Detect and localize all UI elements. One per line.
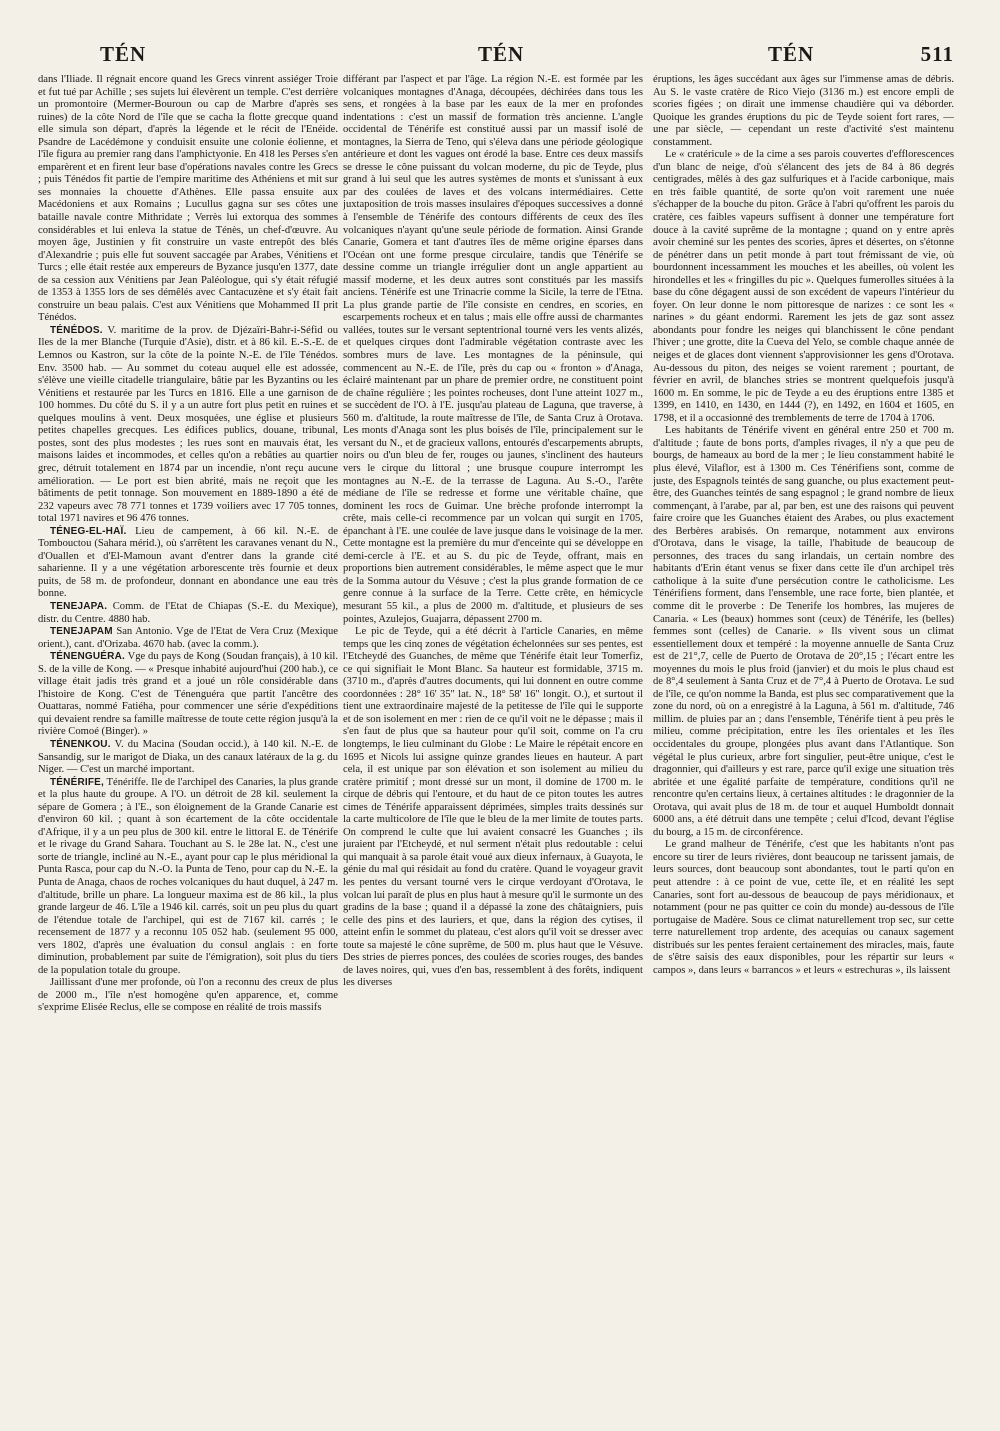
entry-text: Comm. de l'Etat de Chiapas (S.-E. du Mexique), distr. du Centre. 4880 hab. bbox=[38, 600, 338, 625]
paragraph bbox=[653, 149, 954, 425]
dictionary-entry bbox=[38, 651, 338, 739]
page-number: 511 bbox=[920, 42, 954, 66]
paragraph bbox=[653, 839, 954, 977]
entry-text: V. du Macina (Soudan occid.), à 140 kil. N.-E. de Sansandig, sur le marigot de Diaka, un des canaux latéraux de la g. du Niger. — C'est un marché important. bbox=[38, 738, 338, 776]
entry-headword: TÉNÉRIFE, bbox=[50, 776, 105, 788]
header-right-guide-word: TÉN bbox=[768, 42, 815, 66]
text-column-2 bbox=[343, 74, 643, 1414]
dictionary-entry bbox=[38, 739, 338, 777]
paragraph bbox=[38, 74, 338, 325]
text-column-1 bbox=[38, 74, 338, 1414]
entry-text: dans l'Iliade. Il régnait encore quand les Grecs vinrent assiéger Troie et fut tué par Achille ; ses sujets lui élevèrent un temple. C'est derrière un promontoire (Mermer-Bouroun ou cap de Marbre d'après ses ruines) de la côte Nord de l'île que se cacha la flotte grecque quand elle simula son départ, d'après la légende et le récit de l'Enéide. Psandre de Lacédémone y conduisit ensuite une colonie éolienne, et l'île figura au premier rang dans l'amphictyonie. En 418 les Perses s'en emparèrent et en firent leur base d'opérations navales contre les Grecs ; puis Ténédos fit partie de l'empire maritime des Athéniens et mit sur ses monnaies la chouette d'Athènes. Elle passa ensuite aux Macédoniens et aux Romains ; Lucullus gagna sur ses côtes une bataille navale contre Mithridate ; Verrès lui extorqua des sommes considérables et lui enleva la statue de Ténès, un chef-d'œuvre. Au moyen âge, Justinien y fit construire un vaste entrepôt des blés d'Alexandrie ; puis elle fut souvent saccagée par Arabes, Vénitiens et Turcs ; elle était restée aux empereurs de Byzance jusqu'en 1377, date de sa cession aux Vénitiens par Jean Paléologue, qui s'y était réfugié de 1353 à 1355 lors de ses démêlés avec Cantacuzène et s'y était fait construire un beau palais. C'est aux Vénitiens que Mohammed II prit Ténédos. bbox=[38, 74, 338, 324]
entry-text: éruptions, les âges succédant aux âges sur l'immense amas de débris. Au S. le vaste cratère de Rico Viejo (3136 m.) est encore empli de scories figées ; on dirait une immense chaudière qui va déborder. Quoique les grandes éruptions du pic de Teyde soient fort rares, — une par siècle, — cependant un reste d'activité s'est maintenu constamment. bbox=[653, 74, 954, 148]
paragraph bbox=[38, 977, 338, 1015]
entry-text: V. maritime de la prov. de Djézaïri-Bahr-i-Séfid ou Iles de la mer Blanche (Turquie d'Asie), distr. et à 86 kil. E.-S.-E. de Lemnos ou Kastron, sur la côte de la pointe N.-E. de l'île Ténédos. Env. 3500 hab. — Au sommet du coteau auquel elle est adossée, s'élève une vieille citadelle triangulaire, bâtie par les Byzantins ou les Vénitiens et restaurée par les Turcs en 1816. Elle a une garnison de 100 hommes. Du côté du S. il y a un autre fort plus petit en ruines et quelques moulins à vent. Deux mosquées, une église et plusieurs petites chapelles grecques. Les édifices publics, douane, tribunal, postes, sont des plus modestes ; les rues sont en mauvais état, les maisons laides et incommodes, et celles qu'on a rebâties au quartier grec, détruit totalement en 1874 par un incendie, n'ont reçu aucune amélioration. — Le port est bien abrité, mais ne reçoit que les bâtiments de petit tonnage. Son mouvement en 1889-1890 a été de 232 vapeurs avec 78 771 tonnes et 1739 voiliers avec 17 705 tonnes, total 1971 navires et 96 476 tonnes. bbox=[38, 324, 338, 525]
dictionary-entry bbox=[38, 325, 338, 526]
header-center-guide-word: TÉN bbox=[478, 42, 525, 66]
entry-headword: TENEJAPA. bbox=[50, 600, 108, 612]
entry-text: Le pic de Teyde, qui a été décrit à l'article Canaries, en même temps que les cinq zones de végétation échelonnées sur ses pentes, est l'Etcheydé des Guanches, de même que Ténérife était leur Tomerfiz, ce qui signifiait le Mont Blanc. Sa hauteur est formidable, 3715 m. (3710 m., d'après d'autres documents, qui lui donnent en outre comme coordonnées : 28° 16' 35" lat. N., 18° 58' 16" longit. O.), et surtout il tient une extraordinaire majesté de la petitesse de l'île qui le supporte et de son isolement en mer : rien de ce qu'il voit ne le dépasse ; mais il s'en faut de plus que sa hauteur pour qu'il soit, comme on l'a cru longtemps, le lieu culminant du Globe : Le Maire le répétait encore en 1695 et Nicols lui assigne quinze grandes lieues en hauteur. A part cela, il est unique par son élévation et son isolement au milieu du cratère primitif ; mont dressé sur un mont, il domine de 1700 m. le cirque de débris qui l'entoure, et du haut de ce piton toutes les autres cimes de Ténérife apparaissent déprimées, simples traits dessinés sur la carte multicolore de l'île que le bleu de la mer limite de toutes parts. On comprend le culte que lui avaient consacré les Guanches ; ils juraient par l'Etcheydé, et nul serment n'était plus redoutable : celui qui manquait à sa parole était voué aux dieux infernaux, à Guayota, le génie du mal qui résidait au fond du cratère. Quand le voyageur gravit les pentes du versant tourné vers le cirque verdoyant d'Orotava, le volcan lui paraît de plus en plus haut à mesure qu'il le surmonte un des gradins de la base ; quand il a dépassé la zone des châtaigniers, puis celle des pins et des lauriers, et que, dans la région des cytises, il atteint enfin le sommet du plateau, c'est alors qu'il voit se dresser avec toute sa majesté le cône suprême, de 500 m. plus haut que le Vésuve. Des stries de pierres ponces, des coulées de scories rouges, des bandes de laves noires, qui, vues d'en bas, ressemblent à des forêts, indiquent les diverses bbox=[343, 626, 643, 989]
running-header bbox=[38, 42, 954, 72]
dictionary-entry bbox=[38, 526, 338, 601]
entry-text: San Antonio. Vge de l'Etat de Vera Cruz (Mexique orient.), cant. d'Orizaba. 4670 hab. (avec la comm.). bbox=[38, 626, 338, 650]
entry-headword: TÉNENKOU. bbox=[50, 738, 111, 750]
entry-headword: TÉNEG-EL-HAÏ. bbox=[50, 525, 127, 537]
text-column-3 bbox=[653, 74, 954, 1414]
dictionary-entry bbox=[38, 601, 338, 626]
entry-headword: TÉNÉDOS. bbox=[50, 324, 103, 336]
paragraph bbox=[343, 74, 643, 626]
entry-text: Les habitants de Ténérife vivent en général entre 250 et 700 m. d'altitude ; faute de bons ports, d'amples rivages, il n'y a que peu de bourgs, de hameaux au bord de la mer ; le lieu constamment habité le plus élevé, Vilaflor, est à 1300 m. Ces Ténérifiens sont, comme de juste, des Espagnols teintés de sang guanche, ou plus exactement peut-être, des Guanches teintés de sang espagnol ; le grand nombre de lieux commençant, à l'arabe, par al, par ben, est une des raisons qui peuvent faire croire que les Guanches étaient des Arabes, ou plus exactement des Berbères arabisés. On remarque, notamment aux environs d'Orotava, dans le visage, la taille, l'habitude de beaucoup de personnes, des traces du sang irlandais, un certain nombre des habitants d'Erin étant venus se fixer dans cette île d'un archipel très catholique à la suite d'une persécution contre le catholicisme. Les Ténérifiens forment, dans l'ensemble, une race forte, bien plantée, et comme dit le proverbe : De Tenerife los hombres, las mujeres de Canaria. « Les (beaux) hommes sont (ceux) de Ténérife, les (belles) femmes sont (celles) de Canarie. » Ils vivent sous un climat essentiellement doux et tempéré : la moyenne annuelle de Santa Cruz est de 21°,7, celle de Puerto de Orotava de 20°,15 ; l'écart entre les moyennes du mois le plus froid (janvier) et du mois le plus chaud est de 8°,4 seulement à Santa Cruz et de 7°,4 à Puerto de Orotava. Le sud de l'île, ce qu'on nomme la Banda, est plus sec comparativement que la zone du nord, où on a enregistré à la Laguna, à 561 m. d'altitude, 746 millim. de pluies par an ; dans l'ensemble, Ténérife tient à peu près le milieu, comme précipitation, entre les îles orientales et les îles occidentales du groupe, plongées plus avant dans l'Atlantique. Son végétal le plus curieux, arbre fort singulier, peut-être unique, c'est le dragonnier, qui d'ailleurs y est rare, parce qu'il exige une situation très abritée et une égalité parfaite de température, conditions qu'il ne rencontre qu'en certains lieux, à certaines altitudes : le dragonnier de la Orotava, qui avait plus de 18 m. de tour et auquel Humboldt donnait 6000 ans, a été détruit dans une tempête ; celui d'Icod, devant l'église du bourg, a 15 m. de circonférence. bbox=[653, 425, 954, 838]
paragraph bbox=[653, 425, 954, 839]
header-left-guide-word: TÉN bbox=[100, 42, 147, 66]
dictionary-entry bbox=[38, 626, 338, 651]
entry-text: différant par l'aspect et par l'âge. La région N.-E. est formée par les volcaniques montagnes d'Anaga, découpées, déchirées dans tous les sens, et rongées à la base par les eaux de la mer en profondes indentations : c'est un massif de formation très ancienne. L'angle occidental de Ténérife est constitué aussi par un massif isolé de montagnes, la Sierra de Teno, qui s'éleva dans une période géologique antérieure et dont les vagues ont érodé la base. Entre ces deux massifs se dresse le cône puissant du volcan moderne, du pic de Teyde, plus grand à lui seul que les autres systèmes de monts et s'unissant à eux par des coulées de laves et des volcans intermédiaires. Cette juxtaposition de trois masses insulaires d'époques successives a donné à l'ensemble de Ténérife des contours différents de ceux des îles volcaniques n'ayant qu'une seule période de formation. Ainsi Grande Canarie, Gomera et tant d'autres îles de même origine éparses dans l'Océan ont une forme presque circulaire, tandis que Ténérife se dessine comme un triangle irrégulier dont un angle appartient au massif moderne, et les deux autres sont constitués par les massifs anciens. Ténérife est une Trinacrie comme la Sicile, la terre de l'Etna. La plus grande partie de l'île consiste en cendres, en scories, en escarpements rocheux et en talus ; mais elle offre aussi de charmantes vallées, toutes sur le versant septentrional tourné vers les vents alizés, et quelques cirques dont l'admirable végétation contraste avec les sombres murs de lave. Les montagnes de la péninsule, qui commencent au N.-E. de l'île, près du cap ou « fronton » d'Anaga, éclairé maintenant par un phare de premier ordre, ne constituent point de chaîne régulière ; les pointes rocheuses, dont l'une atteint 1027 m., se succèdent de l'O. à l'E. jusqu'au plateau de Laguna, que traverse, à 560 m. d'altitude, la route maîtresse de l'île, de Santa Cruz à Orotava. Les monts d'Anaga sont les plus boisés de l'île, principalement sur le versant du N., et de gracieux vallons, entourés d'escarpements abrupts, noirs ou d'un bleu de fer, rouges ou jaunes, s'inclinent des hauteurs vers le cirque du littoral ; une brusque coupure interrompt les montagnes au N.-E. de la terrasse de Laguna. Au S.-O., l'arête médiane de l'île se redresse et forme une véritable chaîne, que dominent les rocs de Guimar. Une brèche profonde interrompt la crête, mais celle-ci recommence par un volcan qui surgit en 1705, épanchant à l'E. une coulée de lave jusque dans le voisinage de la mer. Cette montagne est la première du mur d'enceinte qui se développe en demi-cercle à l'E. et au S. du pic de Teyde, offrant, mais en proportions bien autrement considérables, le même aspect que le mur de la Somma autour du Vésuve ; c'est la plus grande formation de ce genre connue à la surface de la Terre. Cette crête, en hémicycle mesurant 55 kil., a plus de 2000 m. d'altitude, et plusieurs de ses pointes, Azulejos, Guajarra, dépassent 2700 m. bbox=[343, 74, 643, 625]
dictionary-entry bbox=[38, 777, 338, 978]
entry-text: Lieu de campement, à 66 kil. N.-E. de Tombouctou (Sahara mérid.), où s'arrêtent les caravanes venant du N., d'Ouallen et d'El-Mamoun avant d'entrer dans la grande cité saharienne. Il y a une végétation arborescente très fournie et deux puits, de 58 m. de profondeur, donnant en abondance une eau très bonne. bbox=[38, 525, 338, 600]
entry-text: Le « cratéricule » de la cime a ses parois couvertes d'efflorescences d'un blanc de neige, d'où s'élancent des jets de 84 à 86 degrés centigrades, mêlés à des gaz sulfuriques et à l'acide carbonique, mais en très faible quantité, de sorte qu'on voit rarement une nuée s'échapper de la bouche du piton. Grâce à l'abri qu'offrent les parois du cratère, ces faibles vapeurs suffisent à donner une température fort douce à la cavité suprême de la montagne ; quand on y entre après avoir cheminé sur les pentes des scories, âpres et désertes, on s'étonne de pénétrer dans un petit monde à part tout frémissant de vie, où bourdonnent incessamment les mouches et les abeilles, où volent les hirondelles et les « fringilles du pic ». Quelques fumerolles situées à la base du cône dégagent aussi de son excédent de vapeurs l'intérieur du foyer. On leur donne le nom pittoresque de narizes : ce sont les « narines » du géant endormi. Rarement les jets de gaz sont assez abondants pour fondre les neiges qui blanchissent le cône pendant l'hiver ; une grotte, dite la Cueva del Yelo, se comble chaque année de neiges et de glaces dont viennent s'approvisionner les gens d'Orotava. Au-dessous du piton, des neiges se voient rarement ; pourtant, de février en avril, de blanches stries se montrent quelquefois jusqu'à 1600 m. En somme, le pic de Teyde a eu des éruptions entre 1385 et 1399, en 1410, en 1430, en 1444 (?), en 1492, en 1604 et 1605, en 1798, et il a occasionné des tremblements de terre de 1704 à 1706. bbox=[653, 149, 954, 424]
entry-text: Le grand malheur de Ténérife, c'est que les habitants n'ont pas encore su tirer de leurs rivières, dont beaucoup ne tarissent jamais, de leurs sources, dont beaucoup sont abondantes, tout le parti qu'on en peut attendre : à ce point de vue, cette île, et en réalité les sept Canaries, sont fort au-dessous de beaucoup de pays méridionaux, et notamment (pour ne pas quitter ce coin du monde) au-dessous de l'île portugaise de Madère. Sous ce climat naturellement trop sec, sur cette terre naturellement trop ardente, des acequias ou canaux sagement distribués sur les pentes feraient certainement des miracles, mais, faute de s'être saisis des eaux disponibles, pour les répartir sur leurs « campos », dans leurs « barrancos » et leurs « estrechuras », ils laissent bbox=[653, 839, 954, 976]
entry-headword: TÉNENGUÉRA. bbox=[50, 651, 125, 663]
entry-text: Vge du pays de Kong (Soudan français), à 10 kil. S. de la ville de Kong. — « Presque inhabité aujourd'hui (200 hab.), ce village était jadis très grand et a joué un rôle considérable dans l'histoire de Kong. C'est de Ténenguéra que partit l'ancêtre des Ouattaras, nommé Fatiéha, pour commencer une série d'expéditions qui devaient rendre sa famille maîtresse de toute cette région jusqu'à la rivière Comoé (Binger). » bbox=[38, 651, 338, 738]
paragraph bbox=[653, 74, 954, 149]
entry-text: Jaillissant d'une mer profonde, où l'on a reconnu des creux de plus de 2000 m., l'île n'est homogène qu'en apparence, et, comme s'exprime Elisée Reclus, elle se compose en réalité de trois massifs bbox=[38, 977, 338, 1014]
paragraph bbox=[343, 626, 643, 990]
entry-text: Ténériffe. Ile de l'archipel des Canaries, la plus grande et la plus haute du groupe. A l'O. un détroit de 28 kil. seulement la sépare de Gomera ; à l'E., son éloignement de la Grande Canarie est d'environ 60 kil. ; quant à son écartement de la côte occidentale d'Afrique, il y a un peu plus de 300 kil. entre le littoral E. de Ténérife et le rivage du Grand Sahara. Touchant au S. le 28e lat. N., c'est une sorte de triangle, incliné au N.-E., ayant pour cap le plus méridional la Punta Rasca, pour cap du N.-O. la Punta de Teno, pour cap du N.-E. la Punta de Anaga, chaos de roches volcaniques du haut duquel, à 247 m. d'altitude, brille un phare. La longueur maxima est de 86 kil., la plus grande largeur de 46. L'île a 1946 kil. carrés, soit un peu plus du quart de l'étendue totale de l'archipel, qui est de 7167 kil. carrés ; le recensement de 1877 y a reconnu 105 052 hab. (seulement 95 000, vers 1802, d'après une évaluation du consul anglais : en forte diminution, probablement par suite de l'émigration), soit plus du tiers de la population totale du groupe. bbox=[38, 776, 338, 976]
entry-headword: TENEJAPAM bbox=[50, 626, 113, 638]
